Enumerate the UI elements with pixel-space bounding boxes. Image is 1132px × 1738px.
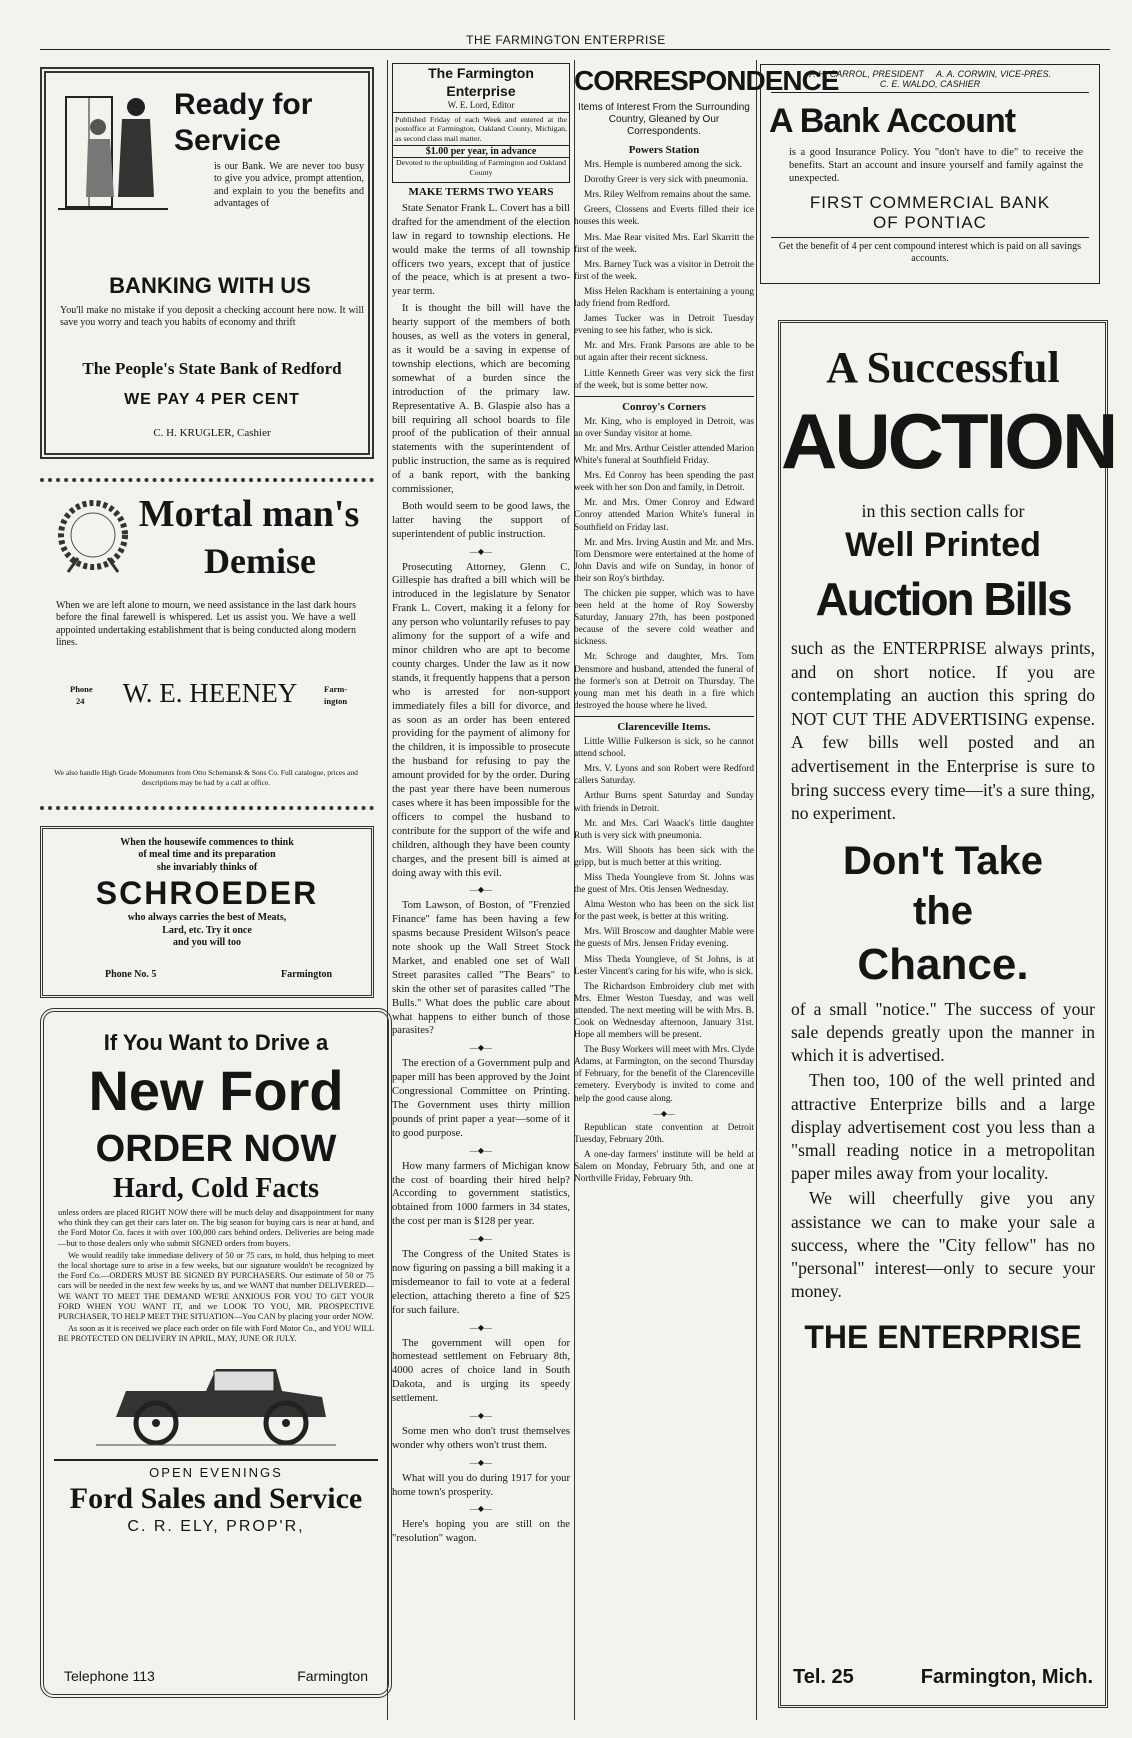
- auction-line-3: Well Printed: [845, 526, 1041, 564]
- correspondence-title: CORRESPONDENCE: [574, 65, 839, 96]
- heeney-name: W. E. HEENEY: [122, 678, 298, 708]
- separator: —◆—: [469, 1234, 493, 1244]
- ford-order-now: ORDER NOW: [95, 1128, 337, 1170]
- news-item: Mrs. Mae Rear visited Mrs. Earl Skarritt the first of the week.: [574, 232, 754, 255]
- auction-tel: Tel. 25: [793, 1666, 854, 1688]
- bank-title: A Bank Account: [769, 102, 1016, 140]
- news-item: Alma Weston who has been on the sick list for the past week, is better at this writing.: [574, 900, 754, 923]
- editorial-column: [392, 186, 570, 1718]
- interest-rate: WE PAY 4 PER CENT: [124, 391, 300, 408]
- editorial-paragraph: The Congress of the United States is now figuring on passing a bill making it a misdemeanor to fail to vote at a federal election, attaching thereto a fine of $25 for such failure.: [392, 1249, 570, 1316]
- bank-footer: Get the benefit of 4 per cent compound interest which is paid on all savings accounts.: [778, 241, 1082, 265]
- ford-car-illustration: [86, 1351, 346, 1451]
- ad-pontiac-bank: [760, 64, 1100, 284]
- ford-phone: Telephone 113: [64, 1668, 155, 1684]
- separator: —◆—: [469, 1043, 493, 1053]
- heeney-phone-number: 24: [76, 696, 85, 706]
- ford-body-1: unless orders are placed RIGHT NOW there will be much delay and disappointment for many who think they can get their cars later on. The big season for buying cars is near at hand, and the Ford Motor Co. faces it with over 100,000 cars behind orders. Deliveries are being made—but to those dealers only who submit SIGNED orders from buyers.: [58, 1208, 374, 1248]
- heeney-title-1: Mortal man's: [138, 493, 360, 535]
- section-head: Conroy's Corners: [622, 400, 706, 413]
- separator: —◆—: [469, 1504, 493, 1514]
- news-item: Dorothy Greer is very sick with pneumonia.: [584, 175, 748, 186]
- header-rule: [40, 49, 1110, 50]
- ford-evenings: OPEN EVENINGS: [149, 1464, 283, 1480]
- ford-town: Farmington: [297, 1668, 368, 1684]
- news-item: Mrs. Will Broscow and daughter Mable were the guests of Mrs. Jensen Friday evening.: [574, 927, 754, 950]
- news-item: Little Willie Fulkerson is sick, so he cannot attend school.: [574, 737, 754, 760]
- separator: —◆—: [469, 1457, 493, 1467]
- ford-body-3: As soon as it is received we place each order on file with Ford Motor Co., and YOU WILL BE PROTECTED ON DELIVERY IN APRIL, MAY, JUNE OR JULY.: [58, 1324, 374, 1344]
- news-item: Mrs. Hemple is numbered among the sick.: [584, 160, 743, 171]
- separator: —◆—: [469, 1322, 493, 1332]
- news-item: Mr. and Mrs. Irving Austin and Mr. and Mrs. Tom Densmore were entertained at the home of John Davis and wife on Sunday, in honor of their son Roy's birthday.: [574, 537, 754, 584]
- editorial-paragraph: It is thought the bill will have the hearty support of the members of both houses, as well as the voters in general, as it would be a saving in expense of township elections, which are becoming somewhat of a burden since the introduction of the primary law. Representative A. B. Glaspie also has a bill requiring all school boards to file proof of the publication of their annual statements with the superintendent of public instruction, the same as is required of a bank report, with the banking commissioner,: [392, 303, 570, 496]
- auction-body-3: Then too, 100 of the well printed and attractive Enterprize bills and a large display advertisement cost you less than a "small reading notice in a metropolitan paper miles away from your locality.: [791, 1070, 1095, 1184]
- editorial-paragraph: How many farmers of Michigan know the cost of boarding their hired help? According to government statistics, obtained from 1000 farmers in 34 states, the cost per man is $128 per year.: [392, 1160, 570, 1228]
- schroeder-line-4: who always carries the best of Meats,: [127, 912, 287, 924]
- bank-name-1: FIRST COMMERCIAL BANK: [809, 193, 1051, 213]
- schroeder-line-5: Lard, etc. Try it once: [162, 924, 252, 936]
- news-item: Miss Helen Rackham is entertaining a young lady friend from Redford.: [574, 286, 754, 310]
- section-head: Clarenceville Items.: [617, 720, 711, 733]
- bank-body: is a good Insurance Policy. You "don't have to die" to receive the benefits. Start an account and insure yourself and family against the unexpected.: [789, 147, 1083, 184]
- ad-title: Ready for Service: [174, 88, 313, 157]
- heeney-body: When we are left alone to mourn, we need assistance in the last dark hours before the final farewell is whispered. Let us assist you. We have a well appointed undertaking establishment that is being conducted along modern lines.: [56, 600, 356, 649]
- ford-headline: New Ford: [88, 1059, 344, 1122]
- editorial-paragraph: The erection of a Government pulp and paper mill has been approved by the Joint Congressional Committee on Printing. The Government uses thirty million pounds of print paper a year—some of it to good purpose.: [392, 1058, 570, 1139]
- correspondence-subtitle: Items of Interest From the Surrounding Country, Gleaned by Our Correspondents.: [578, 102, 750, 137]
- news-item: Miss Theda Youngleve, of St Johns, is at Lester Vincent's caring for his wife, who is sick.: [574, 954, 754, 977]
- auction-the: the: [913, 888, 973, 933]
- heeney-footer: We also handle High Grade Monuments from Otto Schemansk & Sons Co. Full catalogue, prices and descriptions may be had by a call at office.: [54, 768, 358, 787]
- separator: —◆—: [469, 1411, 493, 1421]
- ad-ford: [40, 1008, 392, 1698]
- news-item: Mr. and Mrs. Omer Conroy and Edward Conroy attended Marion White's funeral in Southfield on Friday last.: [574, 498, 754, 533]
- news-item: Greers, Clossens and Everts filled their ice houses this week.: [574, 205, 754, 228]
- editorial-paragraph: What will you do during 1917 for your home town's prosperity.: [392, 1472, 570, 1498]
- auction-chance: Chance.: [857, 939, 1029, 989]
- auction-line-4: Auction Bills: [815, 573, 1071, 625]
- editorial-paragraph: Some men who don't trust themselves wonder why others won't trust them.: [392, 1425, 570, 1451]
- heeney-town-2: ington: [324, 696, 348, 706]
- masthead-info: Published Friday of each Week and entered at the postoffice at Farmington, Oakland County, Michigan, as second class mail matter.: [393, 113, 569, 146]
- wreath-icon: [54, 496, 132, 574]
- separator: —◆—: [652, 1108, 676, 1118]
- masthead-devoted: Devoted to the upbuilding of Farmington and Oakland County: [396, 158, 566, 177]
- heeney-title-2: Demise: [204, 541, 316, 581]
- bank-name: The People's State Bank of Redford: [82, 359, 342, 378]
- auction-headline: AUCTION: [781, 397, 1116, 485]
- news-item: The chicken pie supper, which was to have been held at the home of Roy Sowersby Saturday, January 27th, has been postponed because of the severe cold weather and sickness.: [574, 589, 754, 648]
- auction-body: such as the ENTERPRISE always prints, and on short notice. If you are contemplating an auction this spring do NOT CUT THE ADVERTISING expense. A few bills well posted and an advertisement in the Enterprise is sure to bring success every time—it's a sure thing, no experiment.: [791, 638, 1095, 824]
- schroeder-line-3: she invariably thinks of: [156, 861, 258, 873]
- editorial-paragraph: Here's hoping you are still on the "resolution" wagon.: [392, 1519, 570, 1545]
- auction-body-2: of a small "notice." The success of your sale depends greatly upon the manner in which it is advertised.: [791, 998, 1095, 1066]
- editorial-paragraph: Both would seem to be good laws, the latter having the support of superintendent of public instruction.: [392, 500, 570, 540]
- masthead-editor: W. E. Lord, Editor: [393, 100, 569, 113]
- ad-banner: BANKING WITH US: [109, 273, 311, 298]
- separator: —◆—: [469, 1145, 493, 1155]
- auction-town: Farmington, Mich.: [920, 1666, 1093, 1688]
- schroeder-town: Farmington: [281, 969, 333, 980]
- ad-text: You'll make no mistake if you deposit a checking account here now. It will save you worry and teach you habits of economy and thrift: [60, 305, 364, 329]
- column-rule: [387, 60, 388, 1720]
- ad-heeney: [40, 478, 374, 810]
- news-item: Mrs. V. Lyons and son Robert were Redford callers Saturday.: [574, 764, 754, 787]
- ad-schroeder: [40, 826, 374, 998]
- section-rule: [574, 396, 754, 397]
- news-item: Mrs. Riley Welfrom remains about the same.: [584, 190, 751, 201]
- cashier: C. H. KRUGLER, Cashier: [153, 427, 271, 439]
- auction-line-2: in this section calls for: [861, 501, 1025, 521]
- editorial-paragraph: Tom Lawson, of Boston, of "Frenzied Finance" fame has been having a few spasms because President Wilson's peace note shook up the Wall Street Stock Market, and enabled one set of Wall Street parasites called "The Bears" to skin the other set of parasites called "The Bulls." What does the public care about what happens to either bunch of those parasites?: [392, 900, 570, 1037]
- bank-name-2: OF PONTIAC: [771, 213, 1089, 238]
- auction-body-4: We will cheerfully give you any assistance we can to make your sale a success, where the "City fellow" has no "personal" interest—only to secure your money.: [791, 1188, 1095, 1302]
- ad-body: is our Bank. We are never too busy to give you advice, prompt attention, and explain to you the benefits and advantages of: [214, 161, 364, 210]
- news-item: Mr. and Mrs. Frank Parsons are able to be out again after their recent sickness.: [574, 341, 754, 364]
- section-head: Powers Station: [628, 144, 700, 156]
- column-rule: [756, 60, 757, 1720]
- editorial-head: MAKE TERMS TWO YEARS: [408, 186, 554, 198]
- bank-cashier: C. E. WALDO, CASHIER: [771, 79, 1089, 93]
- ford-subhead: Hard, Cold Facts: [112, 1173, 320, 1204]
- schroeder-name: SCHROEDER: [95, 875, 319, 912]
- news-item: A one-day farmers' institute will be held at Salem on Monday, February 5th, and one at Northville Friday, February 9th.: [574, 1149, 754, 1185]
- news-item: Republican state convention at Detroit Tuesday, February 20th.: [574, 1122, 754, 1145]
- schroeder-line-6: and you will too: [172, 937, 242, 949]
- page-header: THE FARMINGTON ENTERPRISE: [466, 33, 666, 47]
- separator: —◆—: [469, 885, 493, 895]
- news-item: Mr. and Mrs. Arthur Ceistler attended Marion White's funeral at Southfield Friday.: [574, 443, 754, 467]
- news-item: Arthur Burns spent Saturday and Sunday with friends in Detroit.: [574, 791, 754, 814]
- editorial-paragraph: The government will open for homestead settlement on February 8th, 4000 acres of choice land in South Dakota, and is urging its speedy settlement.: [392, 1337, 570, 1405]
- news-item: The Busy Workers will meet with Mrs. Clyde Adams, at Farmington, on the second Thursday of February, for the benefit of the Clarenceville cemetery. Everybody is invited to come and help the good cause along.: [574, 1045, 754, 1104]
- news-item: Miss Theda Youngleve from St. Johns was the guest of Mrs. Otis Jensen Wednesday.: [574, 872, 754, 896]
- schroeder-line-2: of meal time and its preparation: [138, 849, 276, 861]
- news-item: Mr. and Mrs. Carl Waack's little daughter Ruth is very sick with pneumonia.: [574, 818, 754, 841]
- news-item: Mr. King, who is employed in Detroit, was an over Sunday visitor at home.: [574, 416, 754, 439]
- section-rule: [574, 716, 754, 717]
- bank-illustration: [58, 87, 168, 217]
- editorial-paragraph: State Senator Frank L. Covert has a bill drafted for the amendment of the election law in regard to township elections. He would make the terms of all township officers two years, except that of justice of the peace, which is at present a two-year term.: [392, 202, 570, 298]
- editorial-paragraph: Prosecuting Attorney, Glenn C. Gillespie has drafted a bill which will be introduced in the legislature by Senator Frank L. Covert, making it a felony for any person who voluntarily refuses to pay alimony for the support of a wife and minor children who are apt to become county charges. Under the law as it now stands, it frequently happens that a person who is arrested for non-support immediately files a bill for divorce, and as soon as an order has been entered providing for the payment of alimony for the children, it is impossible to prosecute the husband for refusing to pay the amount provided for by the order. During the past year there have been numerous cases where it has been impossible for the officers to compel the husband to contribute for the support of the wife and children, although they have been county charges, and the present bill is aimed at doing away with this evil.: [392, 561, 570, 879]
- schroeder-phone: Phone No. 5: [105, 969, 157, 980]
- news-item: James Tucker was in Detroit Tuesday evening to see his father, who is sick.: [574, 314, 754, 337]
- ford-sales: Ford Sales and Service: [69, 1481, 363, 1515]
- auction-name: THE ENTERPRISE: [804, 1319, 1082, 1356]
- ford-top: If You Want to Drive a: [103, 1030, 329, 1055]
- news-item: Mr. Schroge and daughter, Mrs. Tom Densmore and husband, attended the funeral of the former's son at Detroit on Thursday. The young man met his death in a fire which destroyed the house where he lived.: [574, 652, 754, 711]
- heeney-town-1: Farm-: [324, 684, 348, 694]
- news-item: Mrs. Barney Tuck was a visitor in Detroit the first of the week.: [574, 259, 754, 282]
- bank-officers: F. H. CARROL, PRESIDENT A. A. CORWIN, VICE-PRES.: [808, 69, 1052, 79]
- ad-redford-bank: [40, 67, 374, 459]
- auction-dont: Don't Take: [843, 838, 1043, 883]
- auction-line-1: A Successful: [826, 343, 1060, 392]
- heeney-phone-label: Phone: [70, 684, 93, 694]
- news-item: Mrs. Ed Conroy has been spending the past week with her son Don and family, in Detroit.: [574, 471, 754, 494]
- schroeder-line-1: When the housewife commences to think: [120, 837, 294, 848]
- ford-owner: C. R. ELY, PROP'R,: [127, 1517, 305, 1535]
- ford-body-2: We would readily take immediate delivery of 50 or 75 cars, to hold, thus helping to meet the local shortage sure to arise in a few weeks, but our signature wouldn't be recognized by the Ford Co.—ORDERS MUST BE SIGNED BY PURCHASERS. Our estimate of 50 or 75 cars will be needed in the next few weeks by us, and we WANT that number DELIVERED—WE WANT TO MEET THE DEMAND WE'RE ANXIOUS FOR YOU TO GET YOUR FORD WHEN YOU WANT IT, and we LOOK TO YOU, MR. PROSPECTIVE PURCHASER, TO HELP MEET THE SITUATION—You CAN by placing your order NOW.: [58, 1250, 374, 1322]
- masthead-title: The Farmington Enterprise: [428, 65, 534, 99]
- news-item: Little Kenneth Greer was very sick the first of the week, but is some better now.: [574, 368, 754, 391]
- separator: —◆—: [469, 546, 493, 556]
- news-item: Mrs. Will Shoots has been sick with the gripp, but is much better at this writing.: [574, 845, 754, 868]
- ad-auction: [778, 320, 1116, 1708]
- masthead-price: $1.00 per year, in advance: [393, 146, 569, 158]
- masthead: [392, 63, 570, 183]
- news-item: The Richardson Embroidery club met with Mrs. Elmer Weston Tuesday, and was well attended. The next meeting will be with Mrs. B. Cook on Wednesday afternoon, January 31st. Hope all members will be present.: [574, 981, 754, 1041]
